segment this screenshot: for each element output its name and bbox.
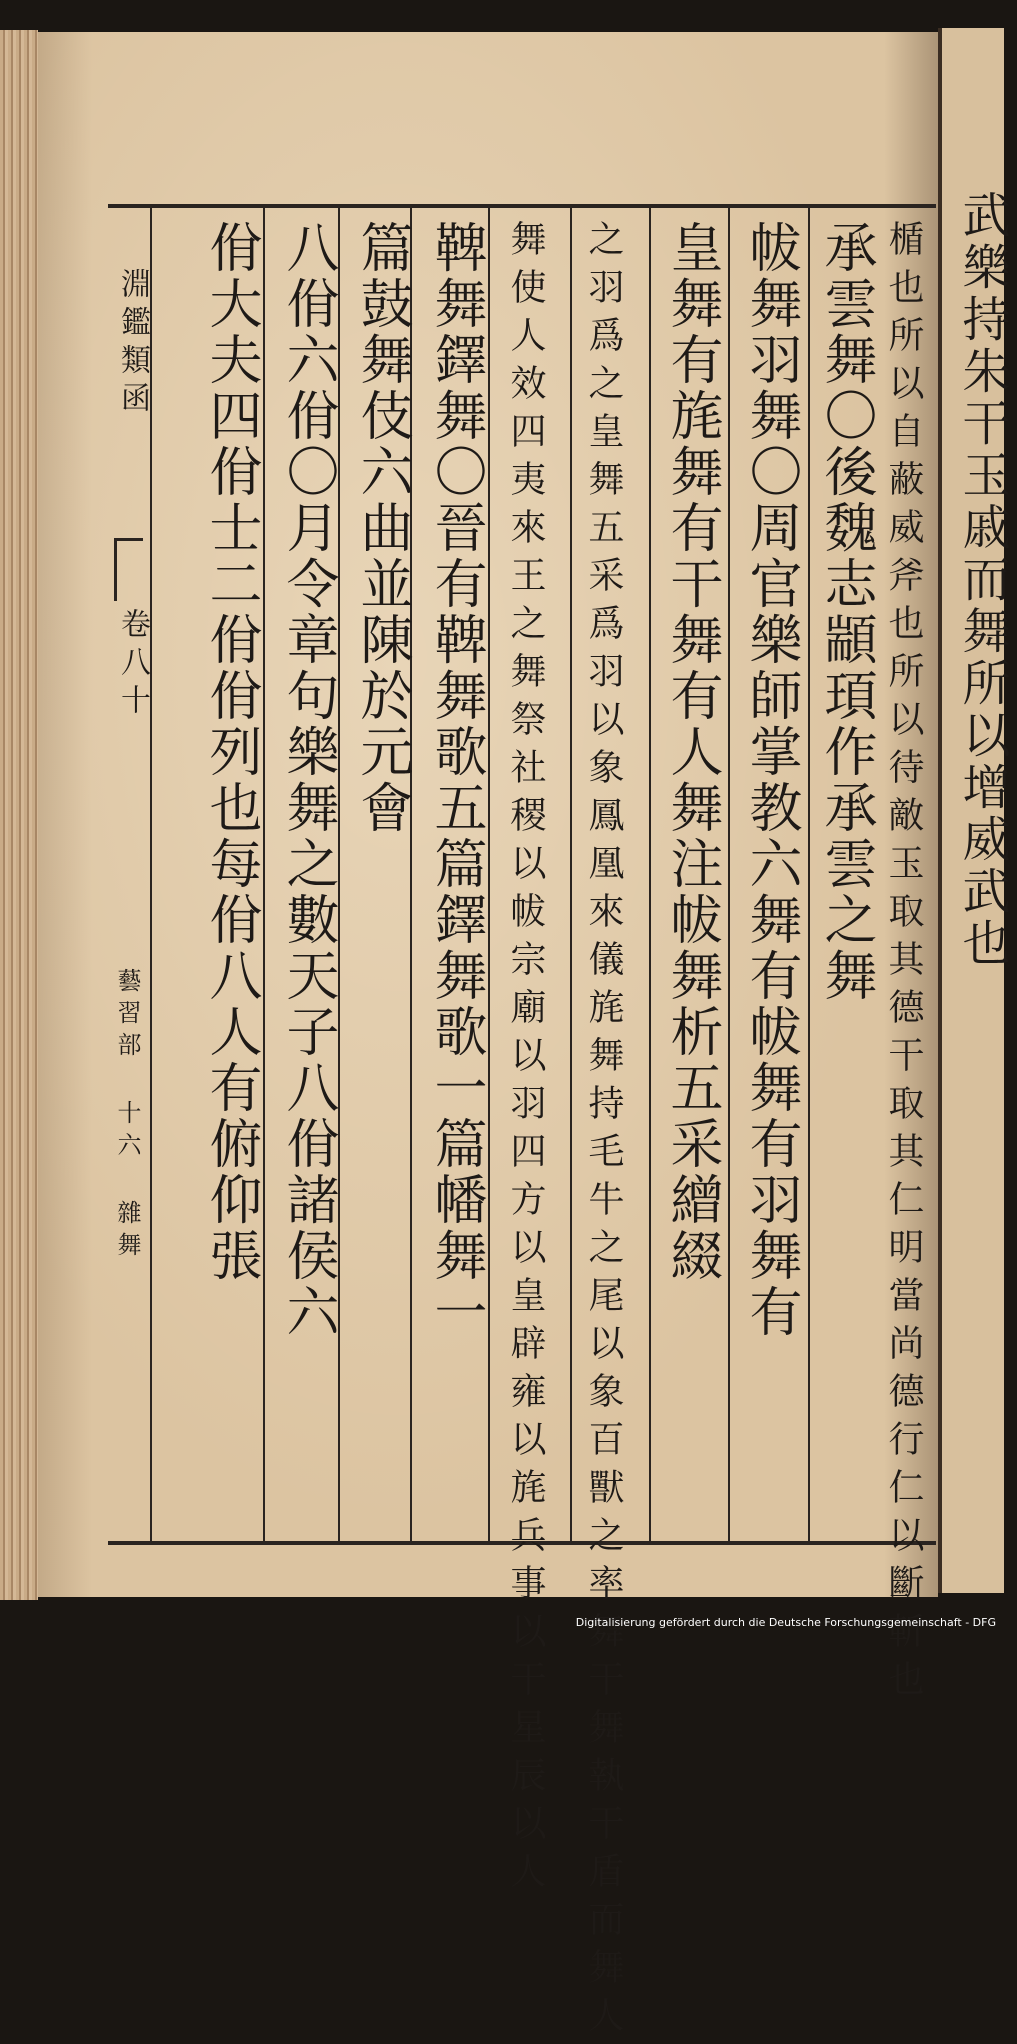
text-column-2: 承雲舞〇後魏志顓頊作承雲之舞 [816,220,877,1004]
text-column-3: 帗舞羽舞〇周官樂師掌教六舞有帗舞有羽舞有 [741,220,802,1340]
column-rule [649,208,651,1541]
page-spine [108,208,152,1541]
spine-title: 淵鑑類函 [115,268,150,420]
text-column-1: 楯也所以自蔽威斧也所以待敵玉取其德干取其仁明當尚德行仁以斷斬也 [883,220,924,1708]
text-column-7: 鞞舞鐸舞〇晉有鞞舞歌五篇鐸舞歌一篇幡舞一 [426,220,487,1340]
spine-volume: 卷八十 [115,608,150,722]
text-column-6: 舞使人效四夷來王之舞祭社稷以帗宗廟以羽四方以皇辟雍以旄兵事以干星辰以人 [505,220,546,1900]
text-column-8: 篇鼓舞伎六曲並陳於元會 [352,220,413,836]
text-column-4: 皇舞有旄舞有干舞有人舞注帗舞析五采繒綴 [662,220,723,1284]
right-page-text: 武樂持朱干玉戚而舞所以增威武也 [954,190,1010,970]
column-rule [570,208,572,1541]
stacked-page-edges [0,30,38,1600]
digitization-credit: Digitalisierung gefördert durch die Deutsche Forschungsgemeinschaft - DFG [575,1616,996,1629]
spine-fishtail-mark [114,538,143,601]
text-column-5: 之羽爲之皇舞五采爲羽以象鳳凰來儀旄舞持毛牛之尾以象百獸之率舞干舞執干盾而舞人 [583,220,624,2044]
text-column-9: 八佾六佾〇月令章句樂舞之數天子八佾諸侯六 [278,220,339,1340]
spine-section: 藝習部 十六 雜舞 [113,968,141,1264]
text-column-10: 佾大夫四佾士二佾佾列也每佾八人有俯仰張 [201,220,262,1284]
